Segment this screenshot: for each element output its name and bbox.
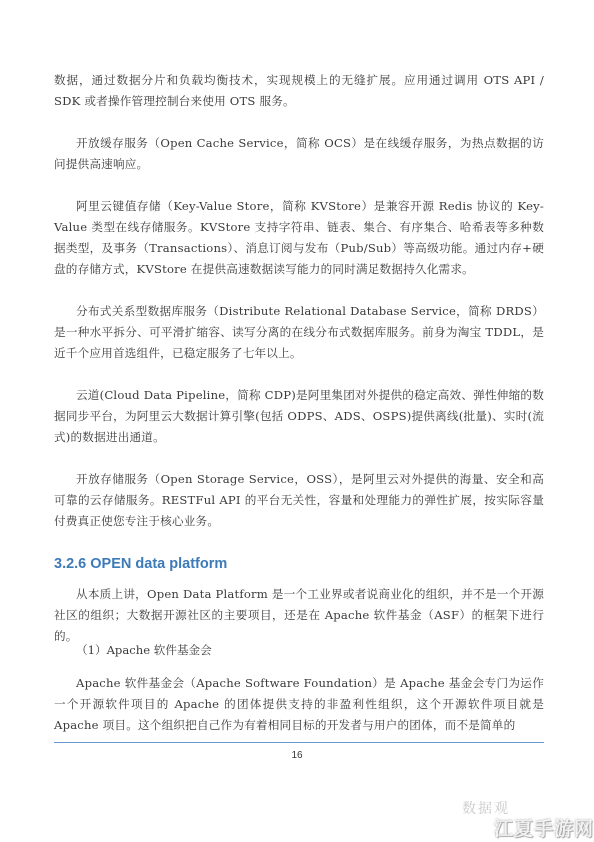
- watermark-weixin-text: 数据观: [462, 801, 510, 817]
- paragraph-apache-foundation: Apache 软件基金会（Apache Software Foundation）是 Apache 基金会专门为运作一个开源软件项目的 Apache 的团体提供支持的非盈利性组织，这个开源软件项目就是 Apache 项目。这个组织把自己作为有着相同目标的开发者与用户的团体，而不是简单的: [54, 676, 544, 732]
- footer-rule: [54, 742, 544, 743]
- paragraph-oss: 开放存储服务（Open Storage Service，OSS），是阿里云对外提供的海量、安全和高可靠的云存储服务。RESTFul API 的平台无关性，容量和处理能力的弹性扩展，按实际容量付费真正使您专注于核心业务。: [54, 472, 544, 528]
- watermark-logo: 江夏手游网: [494, 818, 594, 840]
- paragraph-ots-continued: 数据，通过数据分片和负载均衡技术，实现规模上的无缝扩展。应用通过调用 OTS API / SDK 或者操作管理控制台来使用 OTS 服务。: [54, 73, 544, 108]
- subheading-apache: （1）Apache 软件基金会: [76, 643, 212, 657]
- paragraph-drds: 分布式关系型数据库服务（Distribute Relational Database Service，简称 DRDS）是一种水平拆分、可平滑扩缩容、读写分离的在线分布式数据库服务。前身为淘宝 TDDL，是近千个应用首选组件，已稳定服务了七年以上。: [54, 304, 544, 360]
- paragraph-cdp: 云道(Cloud Data Pipeline，简称 CDP)是阿里集团对外提供的稳定高效、弹性伸缩的数据同步平台，为阿里云大数据计算引擎(包括 ODPS、ADS、OSPS)提供离线(批量)、实时(流式)的数据进出通道。: [54, 388, 544, 444]
- paragraph-kvstore: 阿里云键值存储（Key-Value Store，简称 KVStore）是兼容开源 Redis 协议的 Key-Value 类型在线存储服务。KVStore 支持字符串、链表、集合、有序集合、哈希表等多种数据类型，及事务（Transactions）、消息订阅与发布（Pub/Sub）等高级功能。通过内存+硬盘的存储方式，KVStore 在提供高速数据读写能力的同时满足数据持久化需求。: [54, 199, 544, 276]
- paragraph-open-data-platform: 从本质上讲，Open Data Platform 是一个工业界或者说商业化的组织，并不是一个开源社区的组织；大数据开源社区的主要项目，还是在 Apache 软件基金（ASF）的框架下进行的。: [54, 587, 544, 643]
- page-number: 16: [291, 750, 303, 761]
- paragraph-ocs: 开放缓存服务（Open Cache Service，简称 OCS）是在线缓存服务，为热点数据的访问提供高速响应。: [54, 136, 544, 171]
- section-heading: 3.2.6 OPEN data platform: [54, 556, 228, 572]
